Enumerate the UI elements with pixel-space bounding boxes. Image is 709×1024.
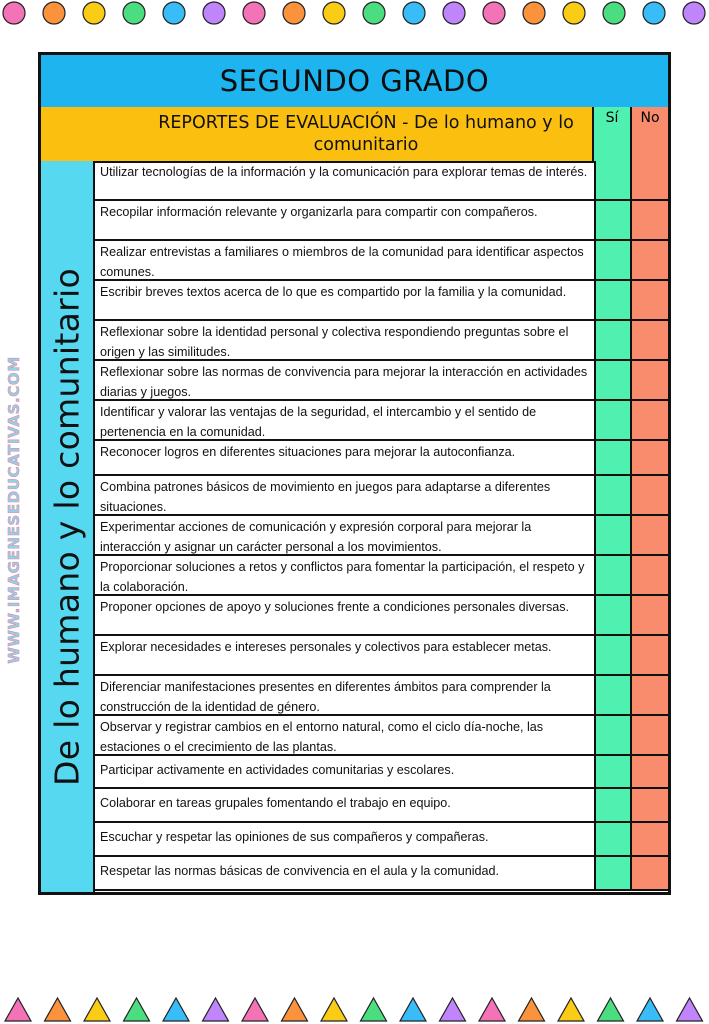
criterion-text: Utilizar tecnologías de la información y la comunicación para explorar temas de interés. — [100, 165, 588, 179]
decorative-dot — [163, 2, 185, 24]
table-row — [95, 161, 668, 201]
table-row — [95, 716, 668, 756]
no-checkbox-cell[interactable] — [632, 401, 668, 439]
decorative-dot — [483, 2, 505, 24]
yes-column-header: Sí — [594, 107, 632, 161]
yes-checkbox-cell[interactable] — [594, 321, 632, 359]
table-row — [95, 321, 668, 361]
decorative-dots-border — [0, 0, 709, 30]
decorative-triangle — [321, 998, 347, 1021]
yes-checkbox-cell[interactable] — [594, 161, 632, 199]
yes-checkbox-cell[interactable] — [594, 636, 632, 674]
criterion-text: Escribir breves textos acerca de lo que es compartido por la familia y la comunidad. — [100, 285, 567, 299]
table-row — [95, 789, 668, 823]
decorative-dot — [323, 2, 345, 24]
decorative-dot — [403, 2, 425, 24]
decorative-triangle — [5, 998, 31, 1021]
decorative-dot — [643, 2, 665, 24]
table-row — [95, 556, 668, 596]
table-row — [95, 361, 668, 401]
criterion-text: Diferenciar manifestaciones presentes en diferentes ámbitos para comprender la construcción de la identidad de género. — [100, 680, 551, 714]
table-row — [95, 241, 668, 281]
watermark-text: WWW.IMAGENESEDUCATIVAS.COM — [5, 356, 23, 664]
table-row — [95, 857, 668, 891]
criterion-text: Reflexionar sobre la identidad personal y colectiva respondiendo preguntas sobre el origen y las similitudes. — [100, 325, 569, 359]
yes-checkbox-cell[interactable] — [594, 596, 632, 634]
table-row — [95, 676, 668, 716]
decorative-triangle — [242, 998, 268, 1021]
decorative-dot — [3, 2, 25, 24]
decorative-dot — [443, 2, 465, 24]
watermark — [2, 340, 26, 680]
criterion-text: Proponer opciones de apoyo y soluciones frente a condiciones personales diversas. — [100, 600, 570, 614]
table-row — [95, 441, 668, 476]
criterion-text: Escuchar y respetar las opiniones de sus compañeros y compañeras. — [100, 830, 489, 844]
no-checkbox-cell[interactable] — [632, 556, 668, 594]
yes-checkbox-cell[interactable] — [594, 401, 632, 439]
criterion-text: Explorar necesidades e intereses personales y colectivos para establecer metas. — [100, 640, 552, 654]
decorative-dot — [683, 2, 705, 24]
no-checkbox-cell[interactable] — [632, 756, 668, 787]
yes-checkbox-cell[interactable] — [594, 756, 632, 787]
yes-checkbox-cell[interactable] — [594, 241, 632, 279]
yes-checkbox-cell[interactable] — [594, 281, 632, 319]
criterion-text: Reflexionar sobre las normas de convivencia para mejorar la interacción en actividades diarias y juegos. — [100, 365, 588, 399]
decorative-triangle — [558, 998, 584, 1021]
no-checkbox-cell[interactable] — [632, 596, 668, 634]
evaluation-sheet — [38, 52, 671, 895]
decorative-dot — [43, 2, 65, 24]
table-row — [95, 201, 668, 241]
criterion-text: Identificar y valorar las ventajas de la seguridad, el intercambio y el sentido de pertenencia en la comunidad. — [100, 405, 537, 439]
yes-checkbox-cell[interactable] — [594, 823, 632, 855]
decorative-triangle — [84, 998, 110, 1021]
criterion-text: Observar y registrar cambios en el entorno natural, como el ciclo día-noche, las estaciones o el crecimiento de las plantas. — [100, 720, 544, 754]
criterion-text: Colaborar en tareas grupales fomentando el trabajo en equipo. — [100, 796, 451, 810]
criterion-text: Experimentar acciones de comunicación y expresión corporal para mejorar la interacción y asignar un carácter personal a los movimientos. — [100, 520, 532, 554]
side-label: De lo humano y lo comunitario — [47, 267, 87, 786]
criteria-table — [95, 161, 668, 891]
decorative-triangle — [400, 998, 426, 1021]
no-checkbox-cell[interactable] — [632, 476, 668, 514]
criterion-text: Participar activamente en actividades comunitarias y escolares. — [100, 763, 455, 777]
table-row — [95, 596, 668, 636]
side-label-cell — [41, 161, 95, 892]
yes-checkbox-cell[interactable] — [594, 476, 632, 514]
page-title: SEGUNDO GRADO — [219, 64, 490, 98]
no-checkbox-cell[interactable] — [632, 241, 668, 279]
decorative-dot — [603, 2, 625, 24]
decorative-dot — [363, 2, 385, 24]
yes-checkbox-cell[interactable] — [594, 716, 632, 754]
decorative-dot — [283, 2, 305, 24]
criterion-text: Recopilar información relevante y organizarla para compartir con compañeros. — [100, 205, 538, 219]
yes-checkbox-cell[interactable] — [594, 361, 632, 399]
no-checkbox-cell[interactable] — [632, 676, 668, 714]
table-row — [95, 636, 668, 676]
no-checkbox-cell[interactable] — [632, 857, 668, 889]
decorative-dot — [563, 2, 585, 24]
decorative-triangle — [519, 998, 545, 1021]
decorative-triangle — [282, 998, 308, 1021]
criterion-text: Reconocer logros en diferentes situaciones para mejorar la autoconfianza. — [100, 445, 516, 459]
no-checkbox-cell[interactable] — [632, 161, 668, 199]
table-row — [95, 756, 668, 789]
decorative-triangle — [637, 998, 663, 1021]
no-checkbox-cell[interactable] — [632, 201, 668, 239]
header-title-cell — [41, 107, 594, 161]
yes-checkbox-cell[interactable] — [594, 789, 632, 821]
table-row — [95, 516, 668, 556]
no-checkbox-cell[interactable] — [632, 636, 668, 674]
no-checkbox-cell[interactable] — [632, 321, 668, 359]
title-bar — [41, 55, 668, 109]
yes-checkbox-cell[interactable] — [594, 441, 632, 474]
no-column-header: No — [632, 107, 668, 164]
decorative-triangle — [677, 998, 703, 1021]
decorative-triangles-border — [0, 994, 709, 1024]
decorative-triangle — [440, 998, 466, 1021]
table-row — [95, 823, 668, 857]
yes-checkbox-cell[interactable] — [594, 201, 632, 239]
criterion-text: Respetar las normas básicas de convivencia en el aula y la comunidad. — [100, 864, 500, 878]
no-checkbox-cell[interactable] — [632, 716, 668, 754]
decorative-dot — [243, 2, 265, 24]
table-row — [95, 281, 668, 321]
decorative-triangle — [361, 998, 387, 1021]
no-checkbox-cell[interactable] — [632, 516, 668, 554]
yes-checkbox-cell[interactable] — [594, 857, 632, 889]
decorative-triangle — [598, 998, 624, 1021]
no-checkbox-cell[interactable] — [632, 361, 668, 399]
no-checkbox-cell[interactable] — [632, 823, 668, 855]
criterion-text: Combina patrones básicos de movimiento en juegos para adaptarse a diferentes situaciones. — [100, 480, 551, 514]
criterion-text: Proporcionar soluciones a retos y conflictos para fomentar la participación, el respeto y la colaboración. — [100, 560, 585, 594]
yes-checkbox-cell[interactable] — [594, 556, 632, 594]
decorative-triangle — [479, 998, 505, 1021]
decorative-dot — [203, 2, 225, 24]
decorative-triangle — [45, 998, 71, 1021]
header-title: REPORTES DE EVALUACIÓN - De lo humano y lo comunitario — [158, 113, 574, 155]
header-row — [41, 107, 668, 163]
yes-checkbox-cell[interactable] — [594, 676, 632, 714]
table-row — [95, 476, 668, 516]
decorative-dot — [123, 2, 145, 24]
yes-checkbox-cell[interactable] — [594, 516, 632, 554]
decorative-triangle — [124, 998, 150, 1021]
decorative-triangle — [163, 998, 189, 1021]
no-checkbox-cell[interactable] — [632, 441, 668, 474]
decorative-triangle — [203, 998, 229, 1021]
no-checkbox-cell[interactable] — [632, 281, 668, 319]
no-checkbox-cell[interactable] — [632, 789, 668, 821]
criterion-text: Realizar entrevistas a familiares o miembros de la comunidad para identificar aspectos comunes. — [100, 245, 584, 279]
decorative-dot — [83, 2, 105, 24]
decorative-dot — [523, 2, 545, 24]
table-row — [95, 401, 668, 441]
